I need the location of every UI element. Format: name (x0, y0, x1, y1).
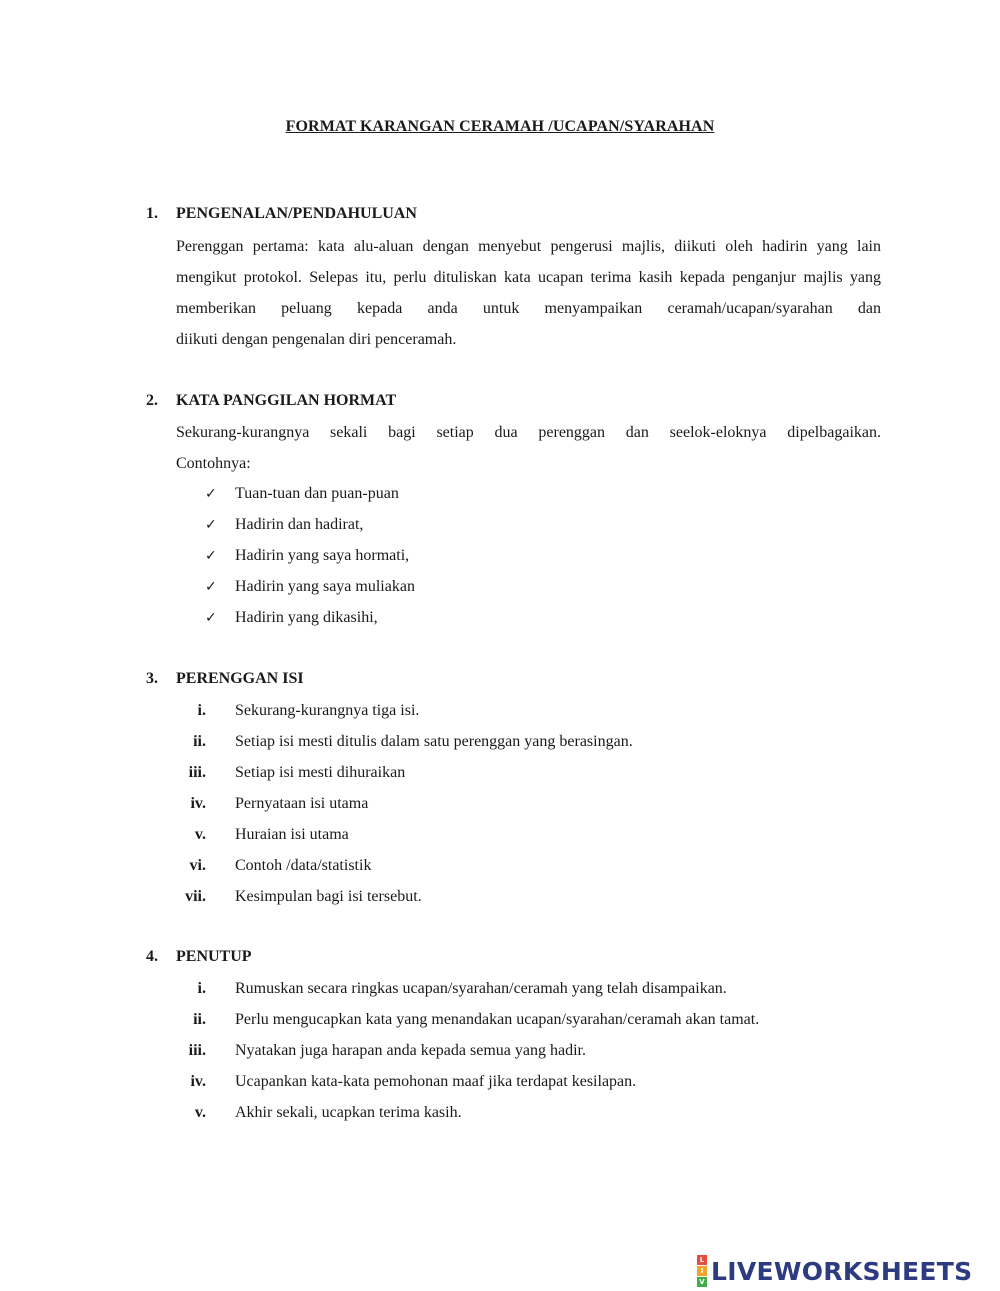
list-item-text: Akhir sekali, ucapkan terima kasih. (235, 1104, 462, 1121)
check-icon: ✓ (205, 486, 217, 502)
list-item (170, 1097, 759, 1128)
logo-text: LIVEWORKSHEETS (711, 1256, 973, 1286)
list-numeral: ii. (193, 1011, 206, 1028)
list-item-text: Sekurang-kurangnya tiga isi. (235, 702, 420, 719)
section-3-heading (146, 670, 304, 688)
list-item-text: Nyatakan juga harapan anda kepada semua yang hadir. (235, 1042, 586, 1059)
list-numeral: vii. (185, 888, 206, 905)
section-2-paragraph-body: Sekurang-kurangnya sekali bagi setiap dua perenggan dan seelok-eloknya dipelbagaikan. (176, 424, 881, 441)
check-icon: ✓ (205, 517, 217, 533)
section-2-paragraph (176, 417, 881, 479)
check-icon: ✓ (205, 579, 217, 595)
list-item (170, 819, 633, 850)
list-numeral: i. (197, 980, 206, 997)
list-item-text: Setiap isi mesti dihuraikan (235, 764, 406, 781)
list-numeral: i. (197, 702, 206, 719)
section-1-number: 1. (146, 205, 158, 222)
list-item-text: Ucapankan kata-kata pemohonan maaf jika terdapat kesilapan. (235, 1073, 637, 1090)
section-2-title: KATA PANGGILAN HORMAT (176, 392, 397, 409)
document-title: FORMAT KARANGAN CERAMAH /UCAPAN/SYARAHAN (285, 118, 715, 135)
list-numeral: iii. (188, 1042, 206, 1059)
checklist-item-text: Hadirin yang saya hormati, (235, 547, 410, 564)
logo-block-l: L (697, 1255, 707, 1265)
list-item-text: Pernyataan isi utama (235, 795, 369, 812)
list-numeral: iv. (190, 795, 206, 812)
list-numeral: iii. (188, 764, 206, 781)
section-2-paragraph-last: Contohnya: (176, 455, 251, 472)
list-item (170, 788, 633, 819)
checklist-item (205, 509, 415, 540)
list-item-text: Rumuskan secara ringkas ucapan/syarahan/ceramah yang telah disampaikan. (235, 980, 727, 997)
list-item-text: Kesimpulan bagi isi tersebut. (235, 888, 422, 905)
section-3-list (170, 695, 633, 912)
list-item-text: Setiap isi mesti ditulis dalam satu perenggan yang berasingan. (235, 733, 633, 750)
list-item (170, 695, 633, 726)
list-item-text: Perlu mengucapkan kata yang menandakan ucapan/syarahan/ceramah akan tamat. (235, 1011, 760, 1028)
section-1-paragraph (176, 231, 881, 355)
section-3-title: PERENGGAN ISI (176, 670, 304, 687)
list-item (170, 850, 633, 881)
list-item (170, 1004, 759, 1035)
list-item-text: Huraian isi utama (235, 826, 349, 843)
checklist-item-text: Hadirin yang saya muliakan (235, 578, 415, 595)
list-item (170, 973, 759, 1004)
checklist-item-text: Tuan-tuan dan puan-puan (235, 485, 399, 502)
checklist-item (205, 571, 415, 602)
check-icon: ✓ (205, 610, 217, 626)
checklist-item-text: Hadirin yang dikasihi, (235, 609, 378, 626)
salutation-checklist (205, 478, 415, 633)
list-item-text: Contoh /data/statistik (235, 857, 372, 874)
section-3-number: 3. (146, 670, 158, 687)
section-1-paragraph-last: diikuti dengan pengenalan diri penceramah. (176, 331, 457, 348)
list-item (170, 757, 633, 788)
section-1-heading (146, 205, 417, 223)
logo-blocks-icon (697, 1255, 707, 1287)
checklist-item (205, 602, 415, 633)
list-item (170, 1066, 759, 1097)
section-2-number: 2. (146, 392, 158, 409)
check-icon: ✓ (205, 548, 217, 564)
list-numeral: v. (194, 1104, 206, 1121)
list-numeral: iv. (190, 1073, 206, 1090)
list-numeral: vi. (189, 857, 206, 874)
section-1-paragraph-body: Perenggan pertama: kata alu-aluan dengan menyebut pengerusi majlis, diikuti oleh hadirin yang lain mengikut protokol. Selepas itu, perlu dituliskan kata ucapan terima kasih kepada penganjur majlis yang memberikan peluang kepada anda untuk menyampaikan ceramah/ucapan/syarahan dan (176, 238, 881, 317)
checklist-item (205, 478, 415, 509)
section-1-title: PENGENALAN/PENDAHULUAN (176, 205, 417, 222)
section-2-heading (146, 392, 396, 410)
section-4-heading (146, 948, 252, 966)
checklist-item (205, 540, 415, 571)
checklist-item-text: Hadirin dan hadirat, (235, 516, 364, 533)
liveworksheets-logo[interactable] (697, 1254, 972, 1288)
list-numeral: v. (194, 826, 206, 843)
list-item (170, 881, 633, 912)
section-4-list (170, 973, 759, 1128)
section-4-number: 4. (146, 948, 158, 965)
list-numeral: ii. (193, 733, 206, 750)
list-item (170, 726, 633, 757)
list-item (170, 1035, 759, 1066)
logo-block-v: V (697, 1277, 707, 1287)
logo-block-i: I (697, 1266, 707, 1276)
section-4-title: PENUTUP (176, 948, 252, 965)
